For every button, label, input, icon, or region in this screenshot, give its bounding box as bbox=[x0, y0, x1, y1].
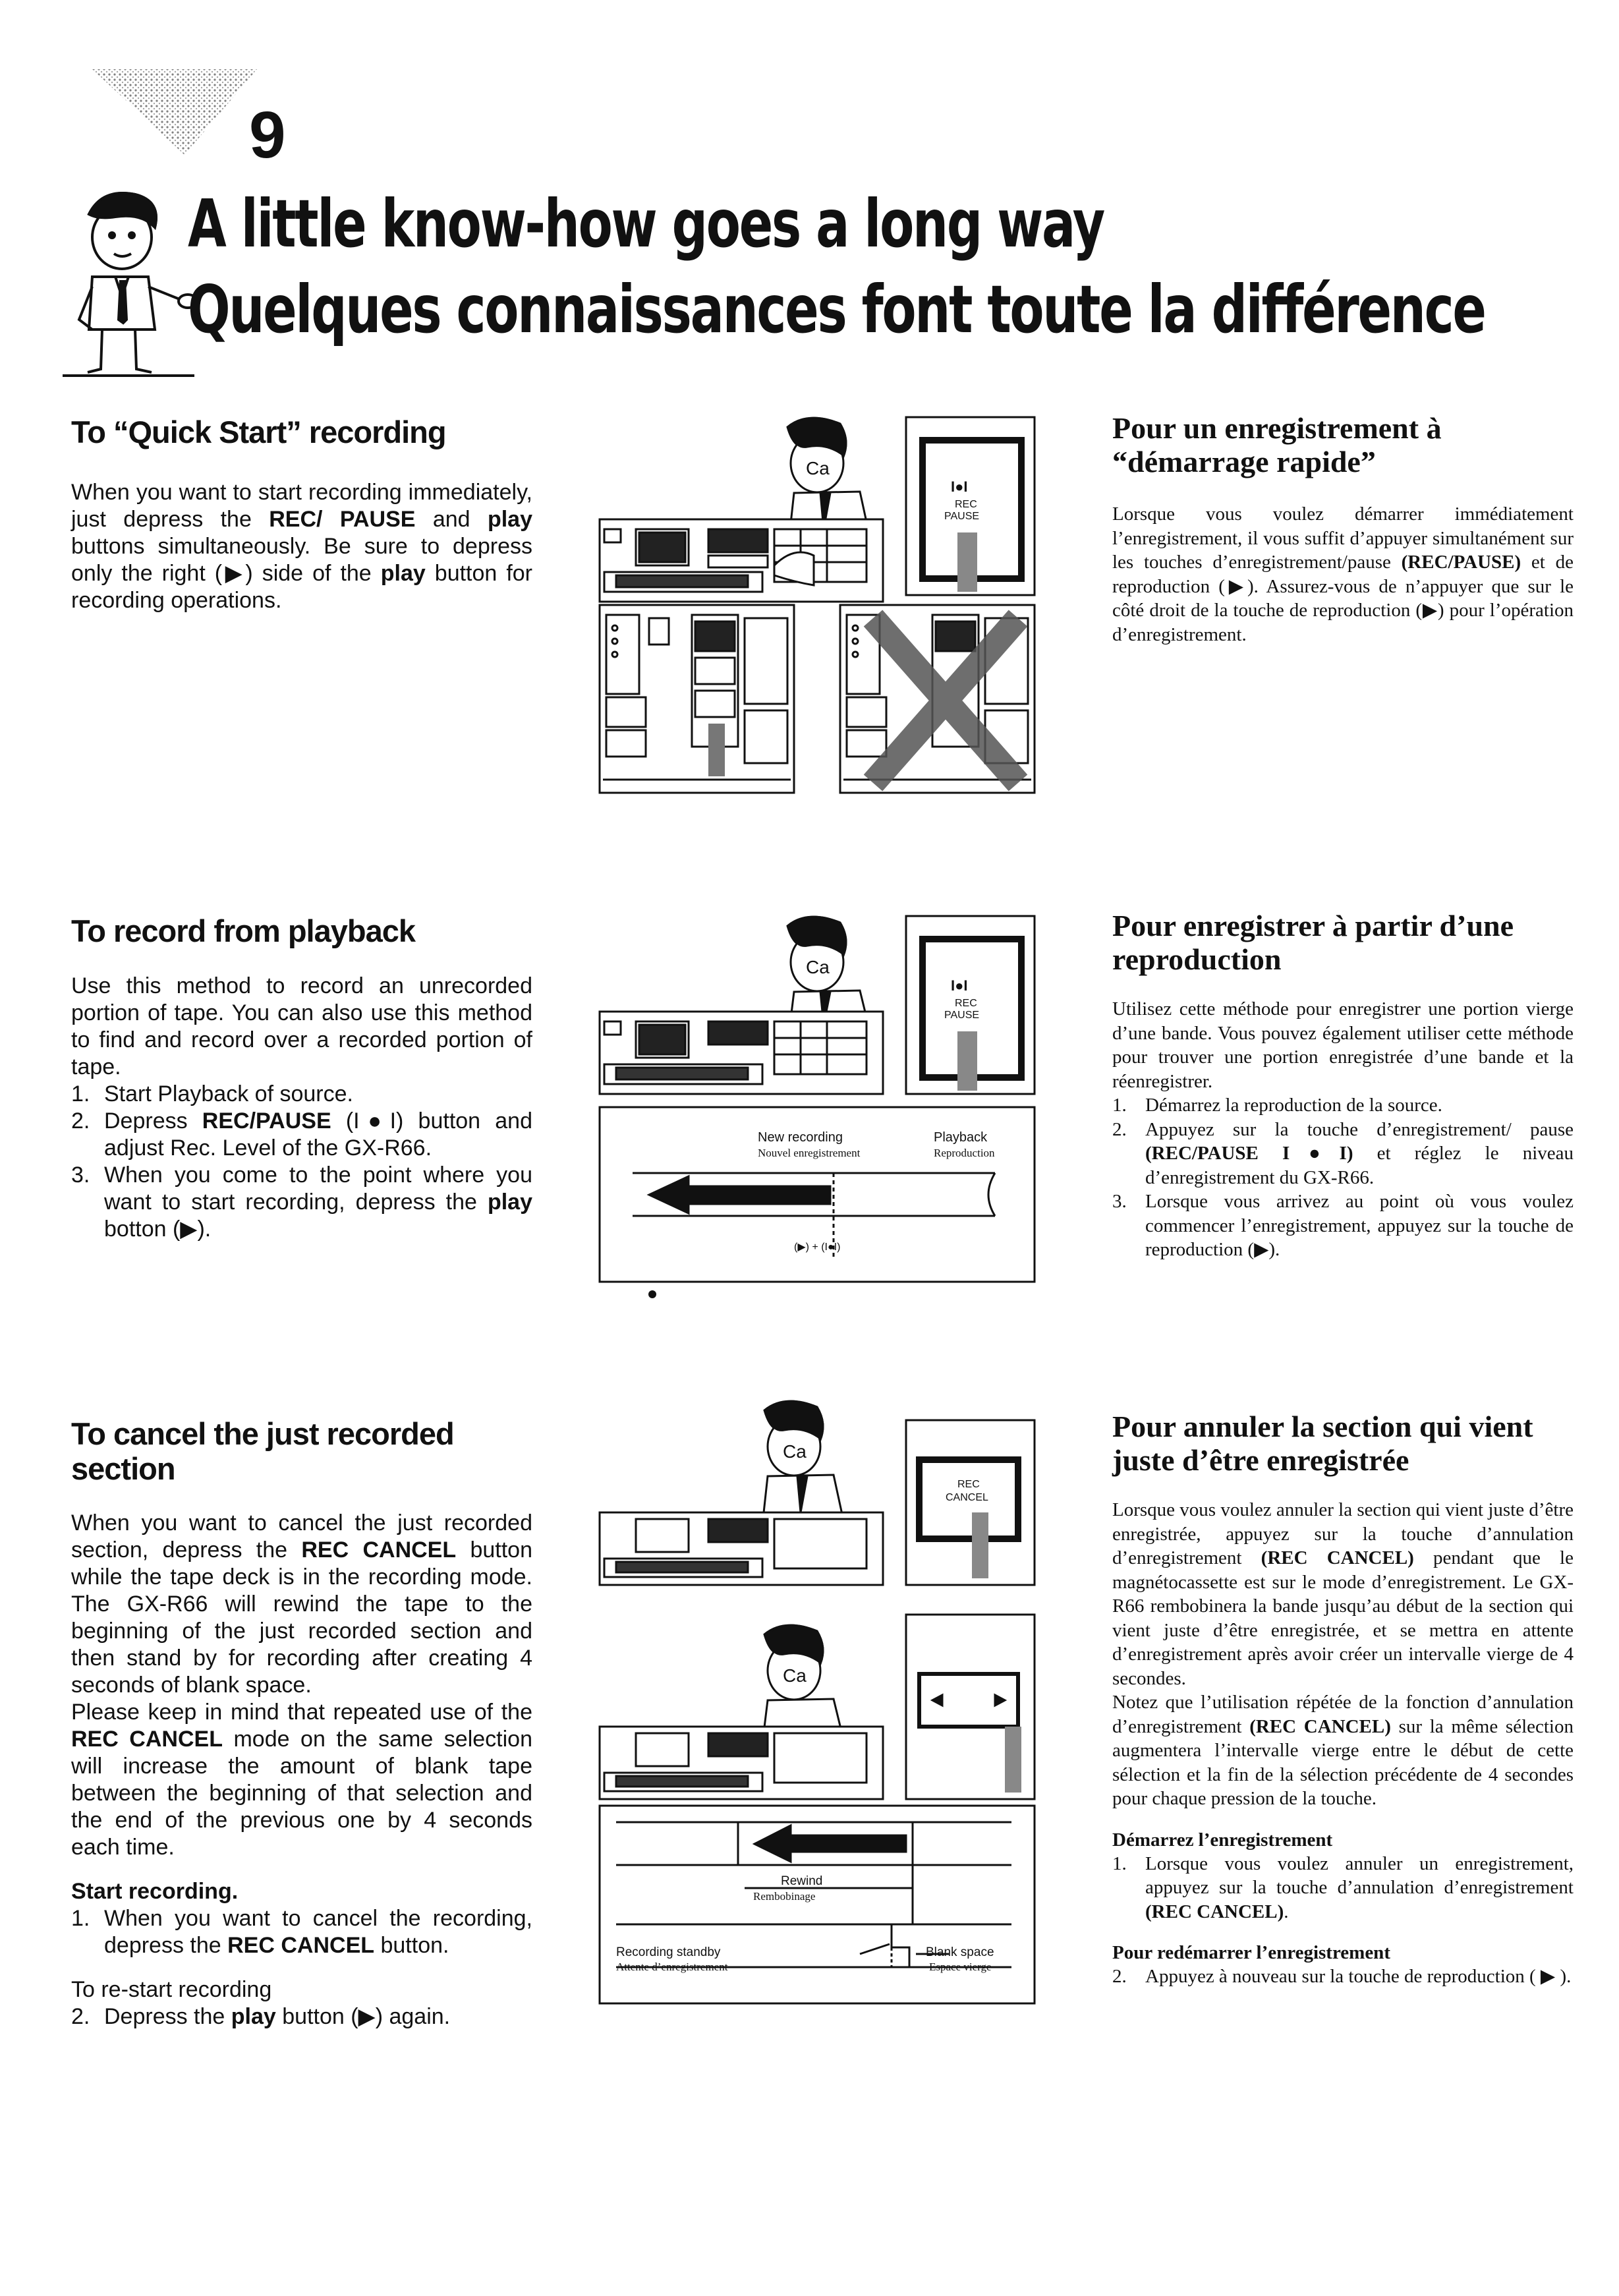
rec-pause-symbol: I●I bbox=[951, 478, 968, 495]
cancel-illustration bbox=[596, 1397, 1038, 2007]
step-item: 1. Démarrez la reproduction de la source. bbox=[1112, 1095, 1442, 1116]
svg-text:PAUSE: PAUSE bbox=[944, 1010, 980, 1021]
cancel-heading-en: To cancel the just recorded section bbox=[71, 1416, 454, 1486]
step-item: 3. When you come to the point where you want to start recording, depress the play botton (▶). bbox=[71, 1162, 532, 1242]
cancel-french bbox=[1112, 1410, 1574, 1989]
page-number: 9 bbox=[249, 98, 286, 172]
blank-space-label: Blank space bbox=[926, 1945, 994, 1959]
cancel-body-fr: Lorsque vous voulez annuler la section qui vient juste d’être enregistrée, appuyez sur la touche d’annulation d’enregistrement (REC CANCEL) pendant que le magnétocassette est sur le mode d’enregistrement. Le GX-R66 rembobinera la bande jusqu’au début de la section qui vient juste d’être enregistrée, et se mettra en attente d’enregistrement après avoir créer un intervalle vierge de 4 secondes. bbox=[1112, 1499, 1574, 1689]
new-recording-arrow bbox=[649, 1176, 830, 1213]
start-recording-heading-fr: Démarrez l’enregistrement bbox=[1112, 1829, 1333, 1851]
restart-heading-en: To re-start recording bbox=[71, 1977, 272, 2003]
rec-cancel-label-1: REC bbox=[957, 1479, 980, 1490]
quick-start-french bbox=[1112, 412, 1574, 646]
nouvel-enregistrement-label: Nouvel enregistrement bbox=[758, 1147, 861, 1159]
cancel-english bbox=[71, 1417, 532, 2030]
cancel-step-1-en: 1. When you want to cancel the recording, depress the REC CANCEL button. bbox=[71, 1906, 532, 1959]
restart-heading-fr: Pour redémarrer l’enregistrement bbox=[1112, 1942, 1390, 1964]
quick-start-body-fr: Lorsque vous voulez démarrer immédiatement l’enregistrement, il vous suffit d’appuyer simultanément sur les touches d’enregistrement/pause (REC/PAUSE) et de reproduction (▶). Assurez-vous de n’appuyer que sur le côté droit de la touche de reproduction (▶) pour l’opération d’enregistrement. bbox=[1112, 503, 1574, 645]
page-title-french: Quelques connaissances font toute la différence bbox=[188, 271, 1485, 348]
step-item: 2. Depress REC/PAUSE (I●I) button and adjust Rec. Level of the GX-R66. bbox=[71, 1108, 532, 1161]
espace-vierge-label: Espace vierge bbox=[929, 1961, 992, 1973]
from-playback-english bbox=[71, 914, 532, 1243]
from-playback-steps-en bbox=[71, 1081, 532, 1243]
attente-label: Attente d’enregistrement bbox=[616, 1961, 728, 1973]
svg-text:Ca: Ca bbox=[783, 1665, 807, 1686]
step-item: 3. Lorsque vous arrivez au point où vous voulez commencer l’enregistrement, appuyez sur la touche de reproduction (▶). bbox=[1112, 1191, 1574, 1261]
cancel-heading-fr: Pour annuler la section qui vient juste d’être enregistrée bbox=[1112, 1410, 1533, 1477]
start-recording-heading-en: Start recording. bbox=[71, 1879, 239, 1905]
cancel-body2-en: Please keep in mind that repeated use of the REC CANCEL mode on the same selection will increase the amount of blank tape between the beginning of that selection and the end of the previous one by 4 seconds each time. bbox=[71, 1700, 532, 1860]
rewind-label: Rewind bbox=[781, 1874, 823, 1888]
cancel-body2-fr: Notez que l’utilisation répétée de la fonction d’annulation d’enregistrement (REC CANCEL) sur la même sélection augmentera l’intervalle vierge entre le début de cette sélection et la fin de la sélection précédente de 4 secondes pour chaque pression de la touche. bbox=[1112, 1692, 1574, 1810]
from-playback-illustration bbox=[596, 913, 1038, 1285]
corner-shading-mark bbox=[92, 63, 257, 161]
rec-cancel-label-2: CANCEL bbox=[946, 1492, 988, 1503]
mascot-presenter-illustration bbox=[63, 188, 201, 386]
from-playback-intro-fr: Utilisez cette méthode pour enregistrer une portion vierge d’une bande. Vous pouvez également utiliser cette méthode pour trouver une portion enregistrée d’une bande et la réenregistrer. bbox=[1112, 998, 1574, 1092]
reproduction-label: Reproduction bbox=[934, 1147, 995, 1159]
cancel-step-2-fr: 2. Appuyez à nouveau sur la touche de reproduction ( ▶ ). bbox=[1112, 1966, 1572, 1988]
quick-start-illustration bbox=[596, 414, 1038, 796]
svg-text:Ca: Ca bbox=[806, 957, 830, 977]
from-playback-intro-en: Use this method to record an unrecorded portion of tape. You can also use this method to find and record over a recorded portion of tape. bbox=[71, 973, 532, 1079]
incorrect-button-closeup bbox=[843, 615, 1031, 783]
cancel-step-1-fr: 1. Lorsque vous voulez annuler un enregistrement, appuyez sur la touche d’annulation d’enregistrement (REC CANCEL). bbox=[1112, 1852, 1574, 1922]
quick-start-heading-fr: Pour un enregistrement à “démarrage rapide” bbox=[1112, 411, 1442, 478]
svg-text:REC: REC bbox=[955, 998, 977, 1009]
new-recording-label: New recording bbox=[758, 1130, 843, 1145]
from-playback-steps-fr bbox=[1112, 1093, 1574, 1262]
rembobinage-label: Rembobinage bbox=[753, 1890, 816, 1903]
correct-button-closeup bbox=[603, 615, 791, 780]
step-item: 1. Start Playback of source. bbox=[71, 1081, 353, 1106]
pause-label: PAUSE bbox=[944, 511, 980, 522]
quick-start-english bbox=[71, 415, 532, 614]
from-playback-heading-en: To record from playback bbox=[71, 913, 415, 948]
stray-dot bbox=[648, 1290, 656, 1298]
svg-text:Ca: Ca bbox=[783, 1441, 807, 1462]
cancel-step-2-en: 2. Depress the play button (▶) again. bbox=[71, 2004, 451, 2030]
svg-text:Ca: Ca bbox=[806, 458, 830, 478]
rec-label: REC bbox=[955, 499, 977, 510]
svg-text:I●I: I●I bbox=[951, 977, 968, 994]
playback-label: Playback bbox=[934, 1130, 988, 1145]
cancel-body-en: When you want to cancel the just recorded section, depress the REC CANCEL button while the tape deck is in the recording mode. The GX-R66 will rewind the tape to the beginning of the just recorded section and then stand by for recording after creating 4 seconds of blank space. bbox=[71, 1510, 532, 1698]
recording-standby-label: Recording standby bbox=[616, 1945, 721, 1959]
page-title-english: A little know-how goes a long way bbox=[188, 185, 1104, 262]
from-playback-heading-fr: Pour enregistrer à partir d’une reproduction bbox=[1112, 909, 1514, 976]
quick-start-heading-en: To “Quick Start” recording bbox=[71, 415, 446, 449]
play-plus-rec-formula: (▶) + (I●I) bbox=[794, 1242, 841, 1253]
step-item: 2. Appuyez sur la touche d’enregistrement/ pause (REC/PAUSE I●I) et réglez le niveau d’enregistrement du GX-R66. bbox=[1112, 1118, 1574, 1188]
from-playback-french bbox=[1112, 909, 1574, 1262]
quick-start-body-en: When you want to start recording immediately, just depress the REC/ PAUSE and play buttons simultaneously. Be sure to depress only the right (▶) side of the play button for recording operations. bbox=[71, 479, 533, 613]
